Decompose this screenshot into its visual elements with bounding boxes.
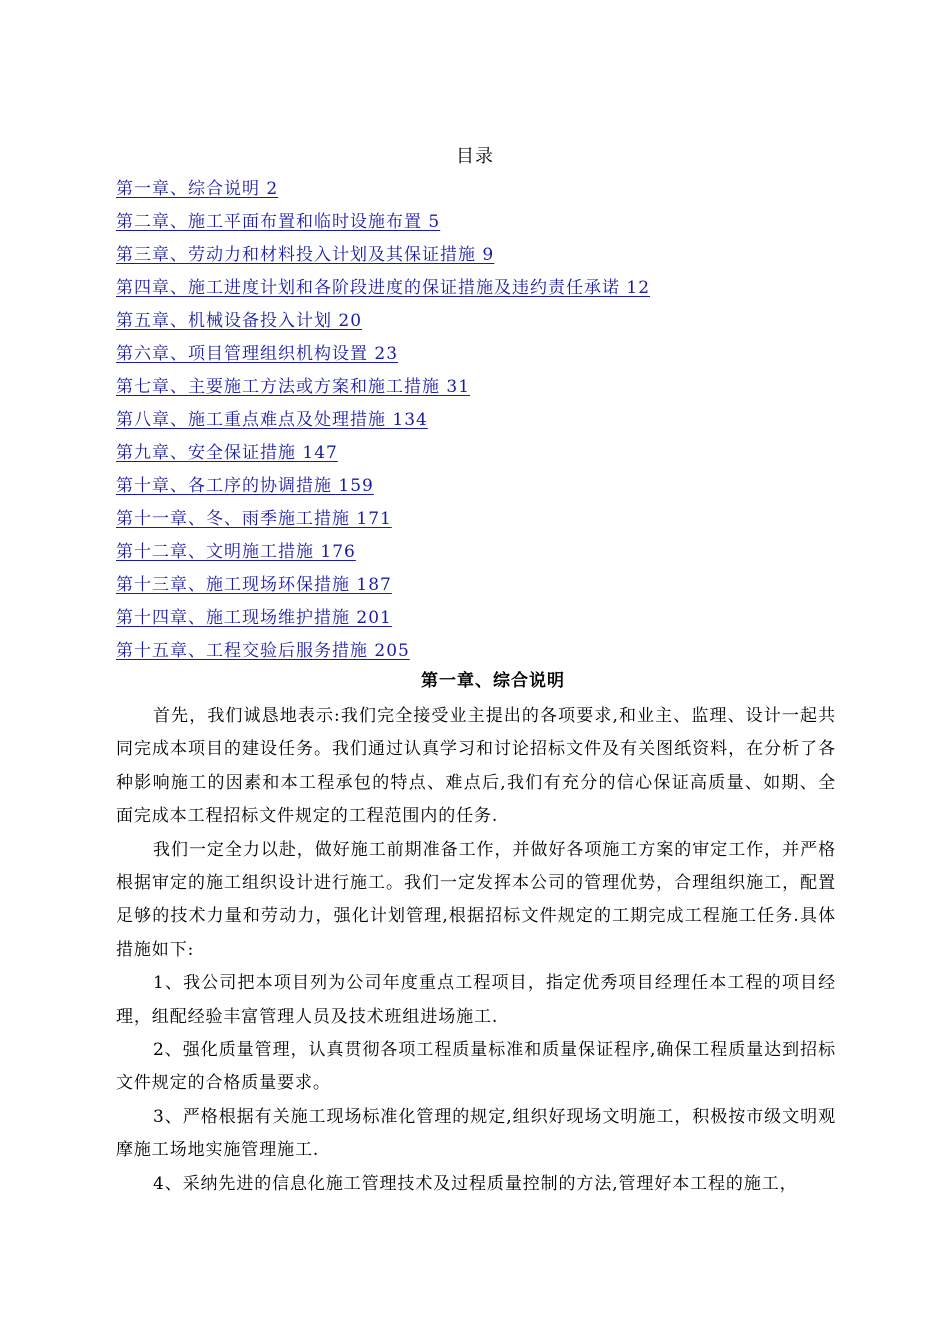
- body-paragraph-6: 4、采纳先进的信息化施工管理技术及过程质量控制的方法,管理好本工程的施工，: [153, 1173, 798, 1194]
- body-paragraph-3: 1、我公司把本项目列为公司年度重点工程项目，指定优秀项目经理任本工程的项目经理，组配经验丰富管理人员及技术班组进场施工.: [116, 973, 836, 1027]
- toc-item-1: [116, 175, 650, 208]
- toc-link-chapter-3[interactable]: 第三章、劳动力和材料投入计划及其保证措施 9: [116, 245, 495, 265]
- toc-item-4: [116, 274, 650, 307]
- toc-item-10: [116, 472, 650, 505]
- toc-item-9: [116, 439, 650, 472]
- toc-title: 目录: [456, 146, 494, 167]
- body-paragraph-5: 3、严格根据有关施工现场标准化管理的规定,组织好现场文明施工，积极按市级文明观摩施工场地实施管理施工.: [116, 1106, 836, 1161]
- toc-link-chapter-5[interactable]: 第五章、机械设备投入计划 20: [116, 311, 363, 331]
- toc-item-14: [116, 604, 650, 637]
- toc-link-chapter-11[interactable]: 第十一章、冬、雨季施工措施 171: [116, 509, 392, 529]
- toc-link-chapter-7[interactable]: 第七章、主要施工方法或方案和施工措施 31: [116, 377, 471, 397]
- toc-item-13: [116, 571, 650, 604]
- toc-link-chapter-9[interactable]: 第九章、安全保证措施 147: [116, 443, 338, 463]
- toc-item-2: [116, 208, 650, 241]
- table-of-contents: [116, 175, 650, 670]
- toc-item-5: [116, 307, 650, 340]
- toc-link-chapter-4[interactable]: 第四章、施工进度计划和各阶段进度的保证措施及违约责任承诺 12: [116, 278, 651, 298]
- body-paragraph-1: 首先，我们诚恳地表示:我们完全接受业主提出的各项要求,和业主、监理、设计一起共同完成本项目的建设任务。我们通过认真学习和讨论招标文件及有关图纸资料，在分析了各种影响施工的因素和本工程承包的特点、难点后,我们有充分的信心保证高质量、如期、全面完成本工程招标文件规定的工程范围内的任务.: [116, 706, 836, 827]
- toc-link-chapter-1[interactable]: 第一章、综合说明 2: [116, 179, 279, 199]
- toc-link-chapter-15[interactable]: 第十五章、工程交验后服务措施 205: [116, 641, 410, 661]
- toc-item-11: [116, 505, 650, 538]
- toc-link-chapter-10[interactable]: 第十章、各工序的协调措施 159: [116, 476, 374, 496]
- body-paragraph-4: 2、强化质量管理，认真贯彻各项工程质量标准和质量保证程序,确保工程质量达到招标文件规定的合格质量要求。: [116, 1040, 836, 1094]
- toc-link-chapter-2[interactable]: 第二章、施工平面布置和临时设施布置 5: [116, 212, 441, 232]
- toc-item-3: [116, 241, 650, 274]
- toc-link-chapter-13[interactable]: 第十三章、施工现场环保措施 187: [116, 575, 392, 595]
- toc-item-7: [116, 373, 650, 406]
- toc-item-12: [116, 538, 650, 571]
- toc-link-chapter-12[interactable]: 第十二章、文明施工措施 176: [116, 542, 356, 562]
- toc-link-chapter-14[interactable]: 第十四章、施工现场维护措施 201: [116, 608, 392, 628]
- toc-link-chapter-6[interactable]: 第六章、项目管理组织机构设置 23: [116, 344, 399, 364]
- chapter-body: [116, 700, 836, 1201]
- toc-item-6: [116, 340, 650, 373]
- chapter-heading: 第一章、综合说明: [421, 671, 565, 691]
- body-paragraph-2: 我们一定全力以赴，做好施工前期准备工作，并做好各项施工方案的审定工作，并严格根据审定的施工组织设计进行施工。我们一定发挥本公司的管理优势，合理组织施工，配置足够的技术力量和劳动力，强化计划管理,根据招标文件规定的工期完成工程施工任务.具体措施如下:: [116, 839, 836, 960]
- toc-item-8: [116, 406, 650, 439]
- toc-item-15: [116, 637, 650, 670]
- toc-link-chapter-8[interactable]: 第八章、施工重点难点及处理措施 134: [116, 410, 428, 430]
